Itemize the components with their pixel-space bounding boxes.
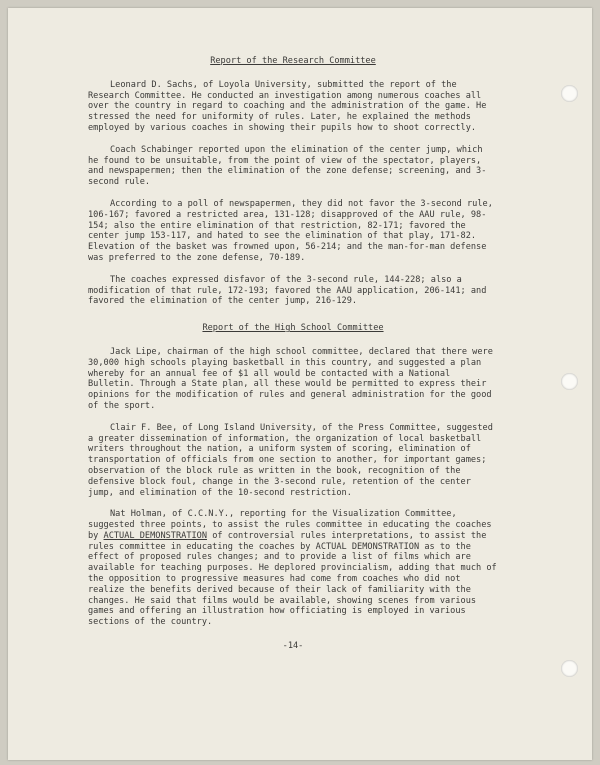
holman-text: ACTUAL DEMONSTRATION (315, 541, 420, 552)
document-page (8, 8, 592, 760)
document-text (88, 56, 498, 652)
high-school-paragraph: Clair F. Bee, of Long Island University, of the Press Committee, suggested a greater dissemination of information, the organization of local basketball writers throughout the nation, a uniform system of scoring, elimination of transportation of officials from one section to another, for important games; observation of the block rule as written in the book, recognition of the defensive block foul, change in the 3-second rule, retention of the center jump, and elimination of the 10-second restriction. (88, 422, 493, 498)
holman-text: Nat Holman, of C.C.N.Y., reporting for the Visualization Committee, suggested three points, to assist the rules committee in educating the coaches by (88, 509, 492, 541)
page-number: -14- (282, 641, 304, 652)
high-school-committee-title: Report of the High School Committee (202, 323, 384, 334)
research-paragraph: Coach Schabinger reported upon the elimination of the center jump, which he found to be unsuitable, from the point of view of the spectator, players, and newspapermen; then the elimination of the zone defense; screening, and 3-second rule. (88, 144, 487, 188)
punch-hole (561, 373, 578, 390)
high-school-paragraph: Jack Lipe, chairman of the high school committee, declared that there were 30,000 high schools playing basketball in this country, and suggested a plan whereby for an annual fee of $1 all would be contacted with a National Bulletin. Through a State plan, all these would be permitted to express their opinions for the modification of rules and general administration for the good of the sport. (88, 346, 493, 411)
underlined-phrase: ACTUAL DEMONSTRATION (103, 530, 208, 541)
research-paragraph: According to a poll of newspapermen, they did not favor the 3-second rule, 106-167; favored a restricted area, 131-128; disapproved of the AAU rule, 98-154; also the entire elimination of that restriction, 82-171; favored the center jump 153-117, and hated to see the elimination of that play, 171-82. Elevation of the basket was frowned upon, 56-214; and the man-for-man defense was preferred to the zone defense, 70-189. (88, 198, 493, 263)
holman-paragraph (88, 509, 498, 628)
research-paragraph: Leonard D. Sachs, of Loyola University, submitted the report of the Research Committee. He conducted an investigation among numerous coaches all over the country in regard to coaching and the administration of the game. He stressed the need for uniformity of rules. Later, he explained the methods employed by various coaches in showing their pupils how to shoot correctly. (88, 79, 487, 133)
research-paragraph: The coaches expressed disfavor of the 3-second rule, 144-228; also a modification of that rule, 172-193; favored the AAU application, 206-141; and favored the elimination of the center jump, 216-129. (88, 274, 487, 307)
punch-hole (561, 85, 578, 102)
punch-hole (561, 660, 578, 677)
research-committee-title: Report of the Research Committee (210, 56, 376, 66)
holman-text: as to the effect of proposed rules changes; and to provide a list of films which are available for teaching purposes. He deplored provincialism, adding that much of the opposition to progressive measures had come from coaches who did not realize the benefits derived because of their lack of familiarity with the changes. He said that films would be available, showing scenes from various games and offering an illustration how officiating is employed in various sections of the country. (88, 541, 497, 628)
holman-text: of controversial rules interpretations, to assist the rules committee in educating the coaches by (88, 530, 487, 552)
